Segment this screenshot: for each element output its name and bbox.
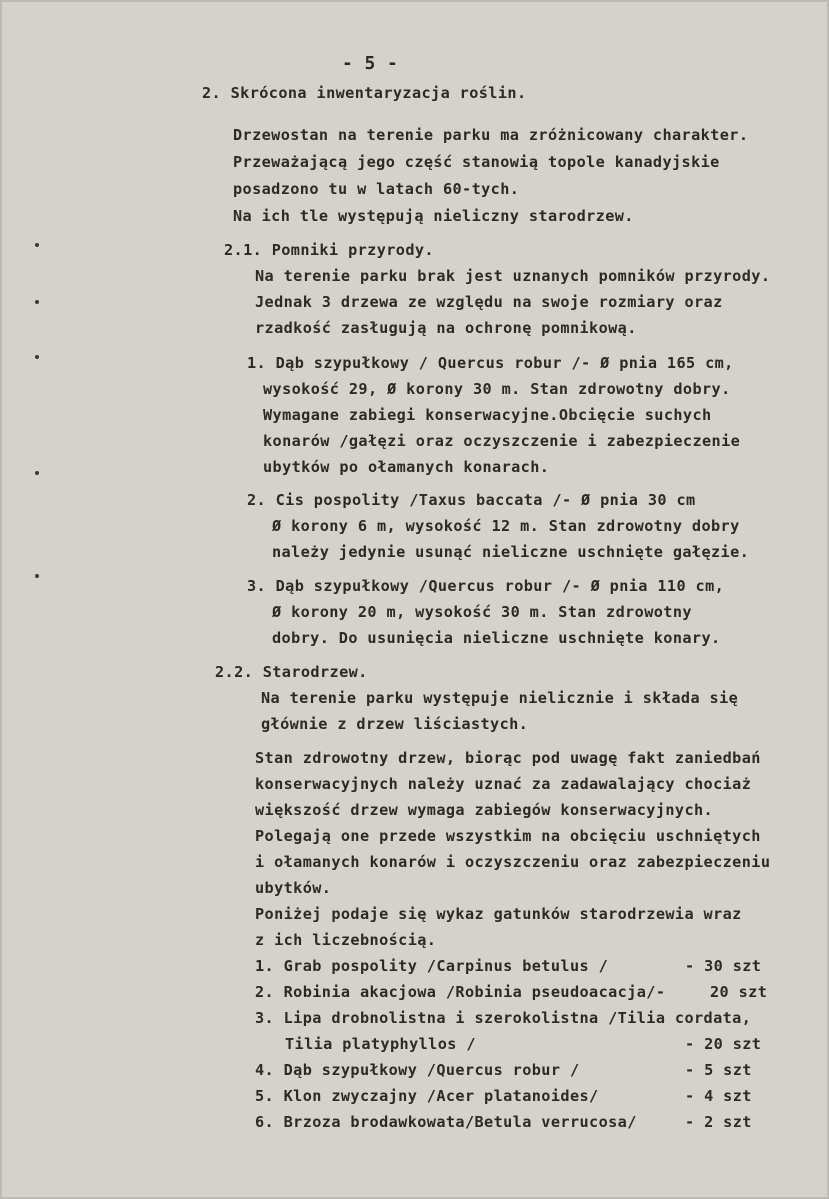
margin-dot — [35, 471, 39, 475]
species-count: - 4 szt — [685, 1087, 752, 1105]
monument-item-line: dobry. Do usunięcia nieliczne uschnięte konary. — [272, 629, 721, 647]
species-count: 20 szt — [710, 983, 768, 1001]
paragraph-line: konserwacyjnych należy uznać za zadawalający chociaż — [255, 775, 752, 793]
species-name: Tilia platyphyllos / — [285, 1035, 476, 1053]
species-count: - 20 szt — [685, 1035, 762, 1053]
margin-dot — [35, 300, 39, 304]
subsection-title: 2.2. Starodrzew. — [215, 663, 368, 681]
species-name: 2. Robinia akacjowa /Robinia pseudoacacja/- — [255, 983, 666, 1001]
margin-dot — [35, 243, 39, 247]
species-name: 5. Klon zwyczajny /Acer platanoides/ — [255, 1087, 599, 1105]
monument-item-line: 1. Dąb szypułkowy / Quercus robur /- Ø pnia 165 cm, — [247, 354, 734, 372]
subsection-text-line: Na terenie parku występuje nielicznie i składa się — [261, 689, 739, 707]
subsection-text-line: głównie z drzew liściastych. — [261, 715, 529, 733]
monument-item-line: 3. Dąb szypułkowy /Quercus robur /- Ø pnia 110 cm, — [247, 577, 725, 595]
margin-dot — [35, 574, 39, 578]
paragraph-line: Polegają one przede wszystkim na obcięciu uschniętych — [255, 827, 761, 845]
monument-item-line: 2. Cis pospolity /Taxus baccata /- Ø pnia 30 cm — [247, 491, 696, 509]
species-count: - 30 szt — [685, 957, 762, 975]
subsection-text-line: rzadkość zasługują na ochronę pomnikową. — [255, 319, 637, 337]
monument-item-line: konarów /gałęzi oraz oczyszczenie i zabezpieczenie — [263, 432, 741, 450]
subsection-title: 2.1. Pomniki przyrody. — [224, 241, 434, 259]
subsection-text-line: Jednak 3 drzewa ze względu na swoje rozmiary oraz — [255, 293, 723, 311]
species-name: 3. Lipa drobnolistna i szerokolistna /Tilia cordata, — [255, 1009, 752, 1027]
intro-line: Na ich tle występują nieliczny starodrzew. — [233, 207, 634, 225]
margin-dot — [35, 355, 39, 359]
paragraph-line: z ich liczebnością. — [255, 931, 437, 949]
species-name: 4. Dąb szypułkowy /Quercus robur / — [255, 1061, 580, 1079]
species-name: 1. Grab pospolity /Carpinus betulus / — [255, 957, 609, 975]
monument-item-line: wysokość 29, Ø korony 30 m. Stan zdrowotny dobry. — [263, 380, 731, 398]
intro-line: Drzewostan na terenie parku ma zróżnicowany charakter. — [233, 126, 749, 144]
species-name: 6. Brzoza brodawkowata/Betula verrucosa/ — [255, 1113, 637, 1131]
monument-item-line: ubytków po ołamanych konarach. — [263, 458, 550, 476]
intro-line: posadzono tu w latach 60-tych. — [233, 180, 520, 198]
species-count: - 5 szt — [685, 1061, 752, 1079]
species-count: - 2 szt — [685, 1113, 752, 1131]
page-number: - 5 - — [342, 53, 399, 74]
paragraph-line: i ołamanych konarów i oczyszczeniu oraz zabezpieczeniu — [255, 853, 771, 871]
paragraph-line: ubytków. — [255, 879, 332, 897]
monument-item-line: Wymagane zabiegi konserwacyjne.Obcięcie suchych — [263, 406, 712, 424]
intro-line: Przeważającą jego część stanowią topole kanadyjskie — [233, 153, 720, 171]
paragraph-line: większość drzew wymaga zabiegów konserwacyjnych. — [255, 801, 714, 819]
monument-item-line: należy jedynie usunąć nieliczne uschnięte gałęzie. — [272, 543, 750, 561]
monument-item-line: Ø korony 20 m, wysokość 30 m. Stan zdrowotny — [272, 603, 692, 621]
subsection-text-line: Na terenie parku brak jest uznanych pomników przyrody. — [255, 267, 771, 285]
paragraph-line: Poniżej podaje się wykaz gatunków starodrzewia wraz — [255, 905, 742, 923]
monument-item-line: Ø korony 6 m, wysokość 12 m. Stan zdrowotny dobry — [272, 517, 740, 535]
paragraph-line: Stan zdrowotny drzew, biorąc pod uwagę fakt zaniedbań — [255, 749, 761, 767]
section-title: 2. Skrócona inwentaryzacja roślin. — [202, 84, 527, 102]
